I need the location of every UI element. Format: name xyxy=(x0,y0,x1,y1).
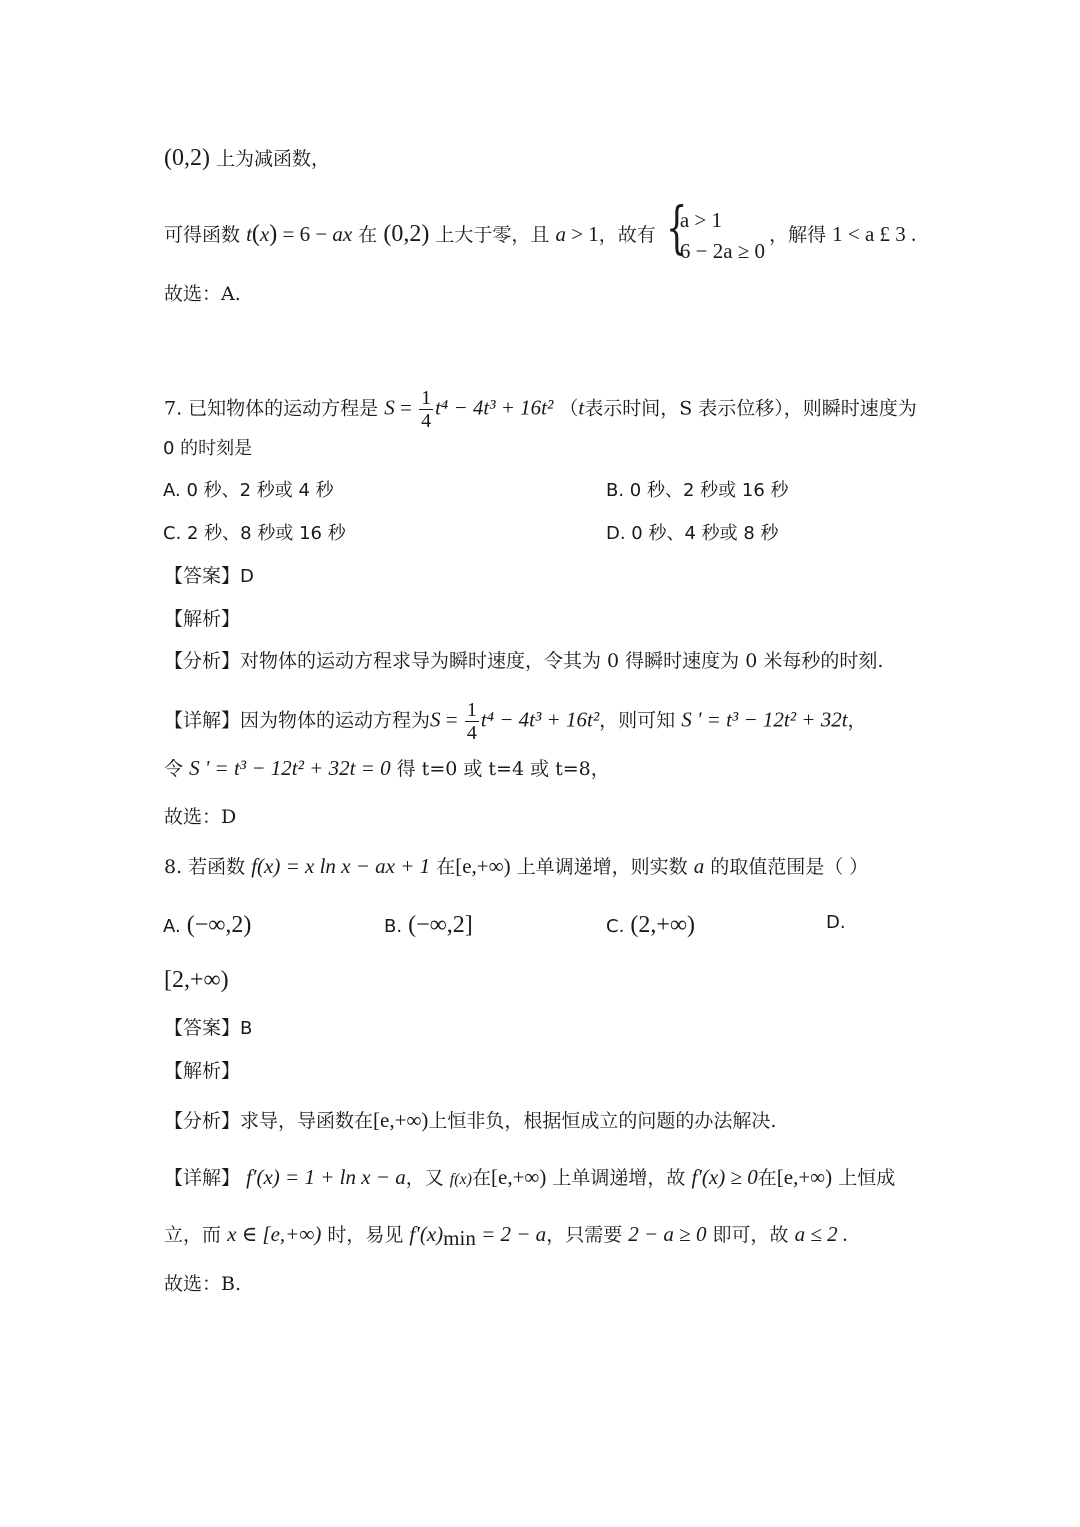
q7-xiangjie xyxy=(164,700,867,743)
math-segment: = xyxy=(394,395,418,420)
text-segment: 在 xyxy=(471,1167,491,1189)
xiangjie-tag: 【详解】 xyxy=(164,1167,241,1189)
math-segment: = 2 − a xyxy=(475,1222,547,1246)
system-row: 6 − 2a ≥ 0 xyxy=(679,239,766,263)
math-segment: x ∈ [e,+∞) xyxy=(227,1222,322,1246)
text-segment: ，则可知 xyxy=(599,709,676,732)
text-segment: 求导，导函数在 xyxy=(240,1110,374,1132)
system-row: a > 1 xyxy=(679,208,723,232)
math-segment: t⁴ − 4t³ + 16t² xyxy=(435,395,554,420)
math-segment: 1 < a £ 3 . xyxy=(832,222,917,246)
text-segment: 上恒成 xyxy=(838,1167,896,1189)
math-segment: f(x) = x ln x − ax + 1 xyxy=(251,854,431,878)
text-segment: 因为物体的运动方程为 xyxy=(240,709,431,732)
math-var: x xyxy=(259,222,270,246)
text-segment: 可得函数 xyxy=(164,224,241,246)
q7-choose: 故选：D xyxy=(164,806,237,828)
math-segment: [e,+∞) xyxy=(373,1108,429,1132)
inequality-system: { a > 1 6 − 2a ≥ 0 xyxy=(666,205,765,267)
frac-den: 4 xyxy=(421,410,432,432)
q7-stem-line-2: 0 的时刻是 xyxy=(163,438,253,459)
math-var: t xyxy=(246,222,252,246)
option-label: C. xyxy=(606,916,625,937)
text-segment: 上恒非负，根据恒成立的问题的办法解决. xyxy=(428,1110,777,1132)
text-segment: （ xyxy=(559,397,579,420)
text-segment: 的取值范围是（ ） xyxy=(710,856,869,878)
text-segment: ，解得 xyxy=(769,224,827,246)
text-segment: 令 xyxy=(164,758,184,780)
text-segment: 得 t=0 或 t=4 或 t=8， xyxy=(396,758,610,780)
option-value: (−∞,2) xyxy=(186,912,252,938)
q8-jiexi-tag: 【解析】 xyxy=(164,1060,241,1082)
frac-den: 4 xyxy=(466,722,477,744)
fenxi-tag: 【分析】 xyxy=(164,650,241,672)
text-segment: ，只需要 xyxy=(546,1224,623,1246)
q8-line-2 xyxy=(164,1222,849,1250)
math-segment: S ' = t³ − 12t² + 32t = 0 xyxy=(189,756,391,780)
option-value: (2,+∞) xyxy=(630,912,695,938)
math-segment: = 6 − xyxy=(277,222,333,246)
text-segment: ， xyxy=(847,709,867,732)
subscript: min xyxy=(443,1226,476,1250)
text-segment: 时，易见 xyxy=(327,1224,404,1246)
q7-option-d: D. 0 秒、4 秒或 8 秒 xyxy=(606,523,779,544)
math-segment: [e,+∞) xyxy=(455,854,511,878)
text-segment: 上大于零，且 xyxy=(435,224,550,246)
answer-value: D xyxy=(240,566,254,587)
math-segment: f′(x) xyxy=(409,1222,444,1246)
math-var: S xyxy=(430,707,441,732)
q7-option-b: B. 0 秒、2 秒或 16 秒 xyxy=(606,480,789,501)
text-segment: ，故有 xyxy=(598,224,656,246)
math-segment: > 1 xyxy=(565,222,599,246)
q8-xiangjie xyxy=(164,1167,895,1188)
fraction xyxy=(465,700,479,743)
interval-math: (0,2) xyxy=(164,145,210,171)
option-value: (−∞,2] xyxy=(408,912,473,938)
fenxi-tag: 【分析】 xyxy=(164,1110,241,1132)
q8-stem-text: 8. 若函数 xyxy=(164,856,246,878)
frac-num: 1 xyxy=(466,699,477,721)
math-var: a xyxy=(555,222,566,246)
option-label: B. xyxy=(384,916,403,937)
math-segment: f(x) xyxy=(449,1171,472,1188)
math-segment: t⁴ − 4t³ + 16t² xyxy=(480,707,600,732)
text-segment: 在 xyxy=(436,856,456,878)
q7-fenxi xyxy=(164,652,883,671)
math-segment: f′(x) ≥ 0 xyxy=(691,1165,758,1189)
q8-choose: 故选：B. xyxy=(164,1273,242,1295)
q8-option-d xyxy=(826,913,846,932)
q7-ling xyxy=(164,758,610,779)
prev-line-1 xyxy=(164,146,330,170)
text-segment: 即可，故 xyxy=(712,1224,789,1246)
interval-math: (0,2) xyxy=(383,221,430,247)
q8-option-d-value: [2,+∞) xyxy=(164,967,229,993)
q7-answer xyxy=(164,567,254,586)
option-label: A. xyxy=(163,916,181,937)
math-segment: = xyxy=(440,707,463,732)
text-segment: 立，而 xyxy=(164,1224,222,1246)
q7-jiexi-tag: 【解析】 xyxy=(164,608,241,630)
q7-stem xyxy=(164,388,917,431)
q8-option-a xyxy=(163,913,251,937)
math-segment: [e,+∞) xyxy=(491,1165,547,1189)
math-var: a xyxy=(693,854,705,878)
text-segment: 上单调递增，故 xyxy=(552,1167,686,1189)
q8-option-b xyxy=(384,913,473,937)
math-var: S xyxy=(384,395,395,420)
q7-stem-text: 7. 已知物体的运动方程是 xyxy=(164,397,379,420)
q8-answer xyxy=(164,1019,252,1038)
math-segment: a ≤ 2 . xyxy=(794,1222,849,1246)
math-var: ax xyxy=(332,222,353,246)
answer-value: B xyxy=(240,1018,253,1039)
q7-option-a: A. 0 秒、2 秒或 4 秒 xyxy=(163,480,334,501)
prev-line-1-text: 上为减函数， xyxy=(216,148,331,170)
math-var: t xyxy=(578,395,585,420)
text-segment: 上单调递增，则实数 xyxy=(516,856,688,878)
answer-tag: 【答案】 xyxy=(164,565,241,587)
text-segment: 在 xyxy=(358,224,378,246)
math-segment: S ' = t³ − 12t² + 32t xyxy=(681,707,848,732)
prev-line-2: 可得函数 t(x) = 6 − ax 在 (0,2) 上大于零，且 a > 1，故有 { a > 1 6 − 2a ≥ 0 ，解得 1 < a £ 3 . xyxy=(164,205,916,267)
math-segment: [e,+∞) xyxy=(776,1165,833,1189)
text-segment: 表示时间，S 表示位移），则瞬时速度为 xyxy=(584,397,917,420)
text-segment: 在 xyxy=(757,1167,777,1189)
math-segment: 2 − a ≥ 0 xyxy=(628,1222,707,1246)
q8-fenxi xyxy=(164,1110,776,1131)
q8-option-c xyxy=(606,913,695,937)
q7-option-c: C. 2 秒、8 秒或 16 秒 xyxy=(163,523,346,544)
math-segment: f′(x) = 1 + ln x − a xyxy=(246,1165,406,1189)
answer-tag: 【答案】 xyxy=(164,1017,241,1039)
xiangjie-tag: 【详解】 xyxy=(164,709,241,732)
frac-num: 1 xyxy=(421,387,432,409)
fenxi-text: 对物体的运动方程求导为瞬时速度，令其为 0 得瞬时速度为 0 米每秒的时刻. xyxy=(240,650,884,672)
prev-choose: 故选：A. xyxy=(164,283,241,305)
option-label: D. xyxy=(826,912,846,933)
text-segment: ，又 xyxy=(405,1167,444,1189)
q8-stem xyxy=(164,856,868,877)
fraction xyxy=(419,388,433,431)
